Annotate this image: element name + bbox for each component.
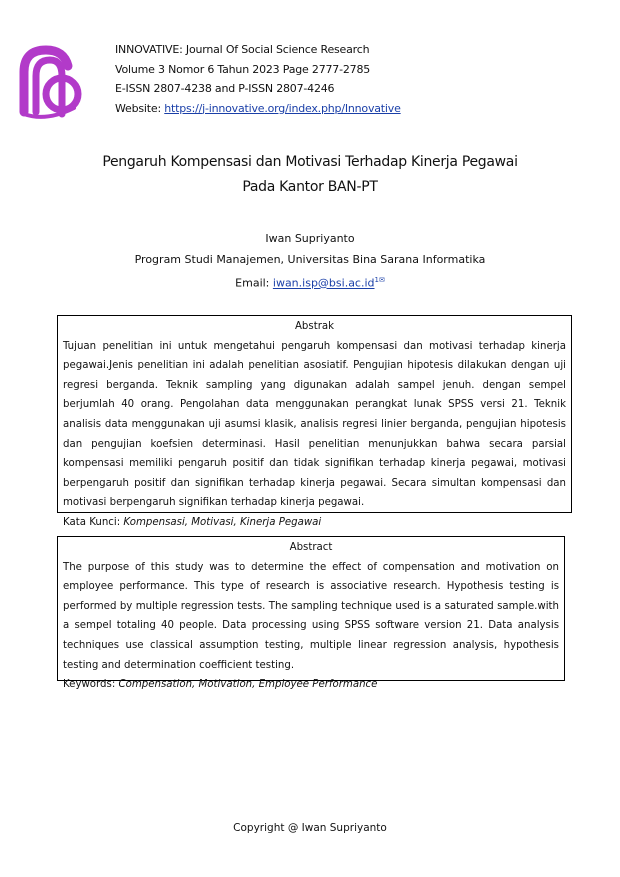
abstract-keywords-list: Compensation, Motivation, Employee Performance — [118, 679, 378, 691]
title-line-2: Pada Kantor BAN-PT — [242, 179, 378, 195]
author-email-line — [0, 270, 620, 294]
abstract-body: The purpose of this study was to determine the effect of compensation and motivation on employee performance. This type of research is associative research. Hypothesis testing is performed by multiple regression tests. The sampling technique used is a saturated sample.with a sempel totaling 40 people. Data processing using SPSS software version 21. Data analysis techniques use classical assumption testing, multiple linear regression analysis, hypothesis testing and determination coefficient testing. — [63, 561, 559, 671]
abstract-heading: Abstract — [289, 542, 333, 553]
journal-website — [115, 99, 401, 119]
abstract-keywords — [63, 675, 559, 695]
paper-title — [0, 150, 620, 200]
author-affiliation: Program Studi Manajemen, Universitas Bina Sarana Informatika — [134, 253, 486, 266]
copyright-footer: Copyright @ Iwan Supriyanto — [233, 822, 387, 834]
journal-header — [115, 40, 401, 118]
journal-logo — [16, 42, 88, 122]
abstrak-body: Tujuan penelitian ini untuk mengetahui pengaruh kompensasi dan motivasi terhadap kinerja pegawai.Jenis penelitian ini adalah penelitian asosiatif. Pengujian hipotesis dilakukan dengan uji regresi berganda. Teknik sampling yang digunakan adalah sampel jenuh. dengan sempel berjumlah 40 orang. Pengolahan data menggunakan perangkat lunak SPSS versi 21. Teknik analisis data menggunakan uji asumsi klasik, analisis regresi linier berganda, pengujian hipotesis dan pengujian koefsien determinasi. Hasil penelitian menunjukkan bahwa secara parsial kompensasi memiliki pengaruh positif dan tidak signifikan terhadap kinerja pegawai, motivasi berpengaruh positif dan signifikan terhadap kinerja pegawai. Secara simultan kompensasi dan motivasi berpengaruh signifikan terhadap kinerja pegawai. — [63, 340, 566, 509]
email-label: Email: — [235, 276, 270, 290]
abstrak-box — [57, 315, 572, 528]
journal-volume: Volume 3 Nomor 6 Tahun 2023 Page 2777-2785 — [115, 62, 371, 76]
title-line-1: Pengaruh Kompensasi dan Motivasi Terhadap Kinerja Pegawai — [102, 154, 518, 170]
email-link[interactable]: iwan.isp@bsi.ac.id — [272, 276, 375, 290]
author-block — [0, 228, 620, 294]
journal-name: INNOVATIVE: Journal Of Social Science Research — [115, 43, 370, 56]
author-name: Iwan Supriyanto — [265, 232, 355, 245]
abstrak-keywords-list: Kompensasi, Motivasi, Kinerja Pegawai — [123, 516, 322, 528]
abstract-keywords-label: Keywords: — [63, 679, 116, 691]
email-icon: 1✉ — [374, 276, 385, 284]
abstract-box — [57, 536, 565, 691]
abstrak-keywords — [63, 513, 566, 533]
website-link[interactable]: https://j-innovative.org/index.php/Innovative — [164, 101, 401, 115]
journal-issn: E-ISSN 2807-4238 and P-ISSN 2807-4246 — [115, 82, 335, 95]
abstrak-keywords-label: Kata Kunci: — [63, 516, 121, 528]
abstrak-heading: Abstrak — [294, 321, 335, 332]
website-label: Website: — [115, 101, 161, 115]
